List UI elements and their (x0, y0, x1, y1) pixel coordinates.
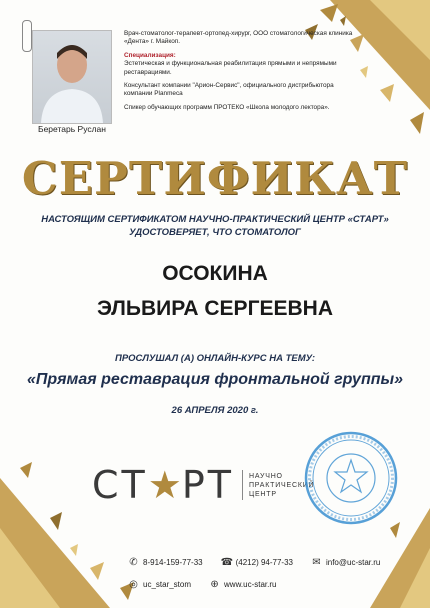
contact-website-text: www.uc-star.ru (224, 579, 277, 589)
profile-info (124, 30, 354, 117)
contacts-block (128, 554, 418, 598)
globe-icon: ⊕ (210, 578, 219, 590)
course-label: ПРОСЛУШАЛ (А) ОНЛАЙН-КУРС НА ТЕМУ: (114, 353, 316, 364)
logo-divider (242, 470, 243, 500)
contact-instagram-text: uc_star_stom (143, 579, 192, 589)
contact-office-text: (4212) 94-77-33 (235, 557, 293, 567)
email-icon: ✉ (312, 556, 321, 568)
whatsapp-icon: ✆ (129, 556, 138, 568)
logo-desc-line-1: НАУЧНО (248, 472, 283, 480)
recipient-given-names: ЭЛЬВИРА СЕРГЕЕВНА (97, 297, 333, 320)
subtitle-line-2: УДОСТОВЕРЯЕТ, ЧТО СТОМАТОЛОГ (129, 227, 301, 238)
contact-mobile-text: 8-914-159-77-33 (143, 557, 203, 567)
profile-specialization (124, 52, 354, 77)
specialization-text: Эстетическая и функциональная реабилитация прямыми и непрямыми реставрациями. (124, 60, 337, 76)
star-icon: ★ (147, 464, 182, 507)
start-logo (92, 462, 314, 508)
certificate-title: СЕРТИФИКАТ (21, 152, 409, 205)
course-title: «Прямая реставрация фронтальной группы» (26, 371, 404, 388)
logo-desc-line-2: ПРАКТИЧЕСКИЙ (248, 481, 315, 489)
paperclip-icon (22, 20, 32, 52)
contact-office (221, 557, 293, 568)
profile-speaker: Спикер обучающих программ ПРОТЕКО «Школа молодого лектора». (124, 103, 330, 111)
contacts-row-1 (128, 554, 418, 570)
photo-caption: Беретарь Руслан (38, 124, 106, 134)
contact-website (209, 579, 276, 590)
instagram-icon: ◎ (129, 578, 138, 590)
profile-consultant: Консультант компании "Арион-Сервис", официального дистрибьютора компании Planmeca (124, 82, 334, 98)
logo-text-left: СТ (92, 463, 148, 507)
recipient-surname: ОСОКИНА (162, 262, 268, 285)
seal-stamp (303, 430, 399, 526)
logo-text-right: РТ (181, 463, 234, 507)
logo-desc-line-3: ЦЕНТР (248, 490, 277, 498)
contacts-row-2 (128, 576, 418, 592)
person-icon (33, 31, 111, 123)
certificate-subtitle (0, 213, 430, 239)
contact-mobile (128, 557, 203, 568)
portrait-photo (32, 30, 112, 124)
subtitle-line-1: НАСТОЯЩИМ СЕРТИФИКАТОМ НАУЧНО-ПРАКТИЧЕСКИЙ ЦЕНТР «СТАРТ» (41, 214, 389, 225)
specialization-label: Специализация: (124, 51, 176, 59)
contact-email-text: info@uc-star.ru (325, 557, 381, 567)
contact-instagram (128, 579, 191, 590)
profile-position: Врач-стоматолог-терапевт-ортопед-хирург, ООО стоматологическая клиника «Дента» г. Майкоп. (124, 30, 353, 46)
phone-icon: ☎ (220, 556, 234, 568)
contact-email (311, 557, 380, 568)
certificate-date: 26 АПРЕЛЯ 2020 г. (171, 405, 259, 416)
